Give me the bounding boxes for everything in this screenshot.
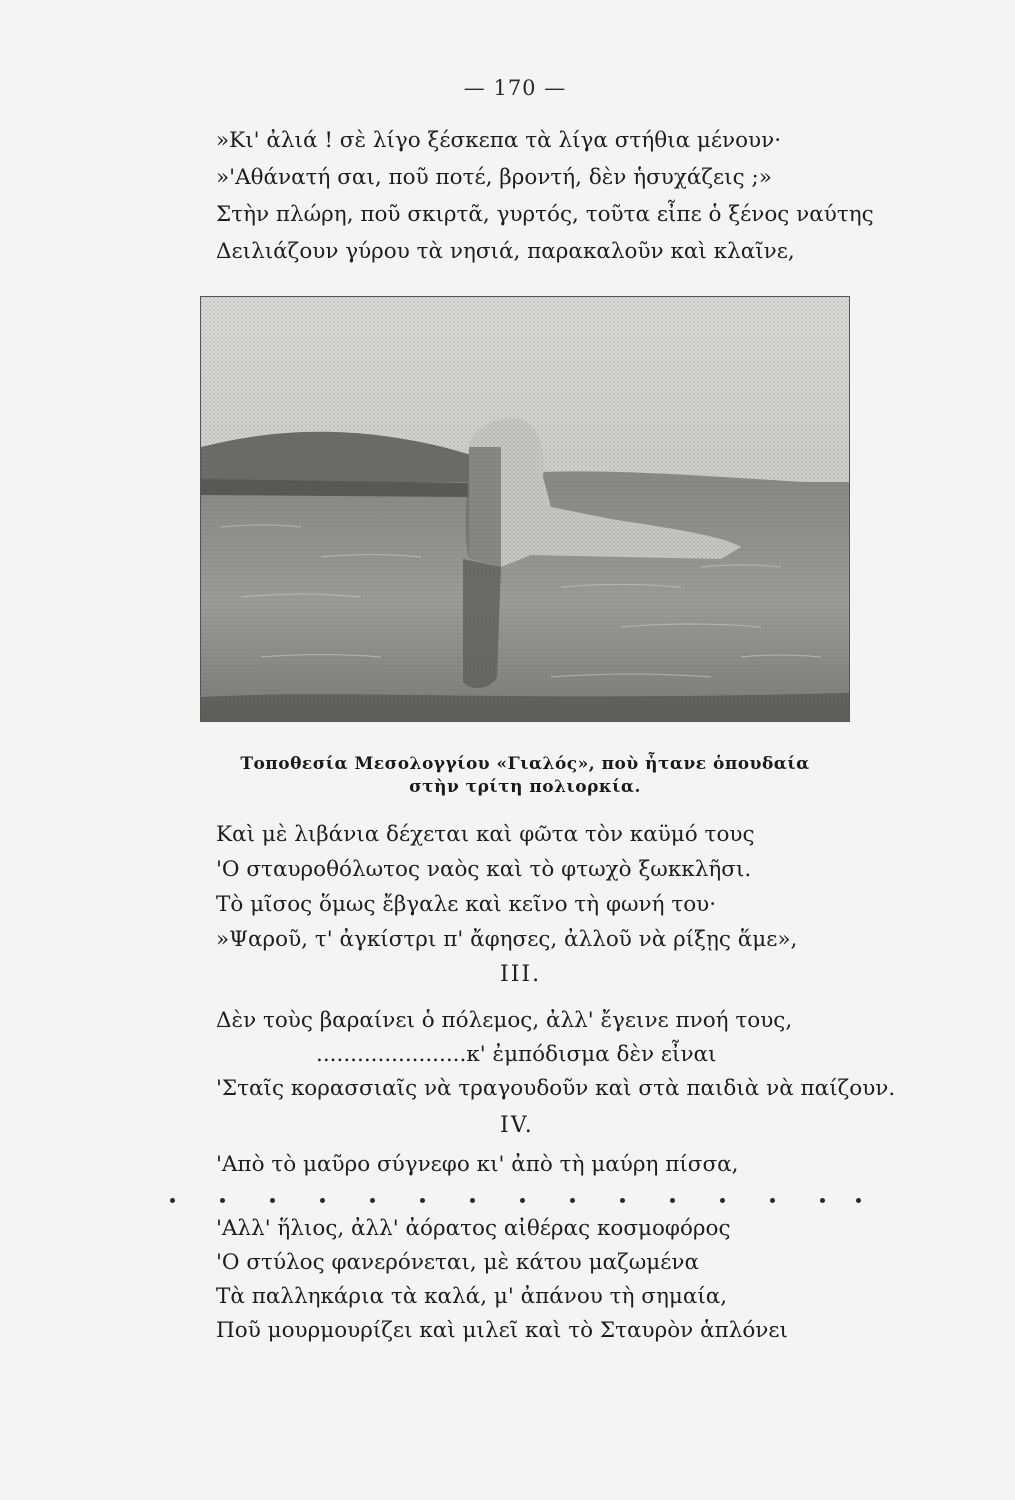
verse-line: Στὴν πλώρη, ποῦ σκιρτᾶ, γυρτός, τοῦτα εἶπε ὁ ξένος ναύτης [216, 202, 874, 227]
verse-line: Καὶ μὲ λιβάνια δέχεται καὶ φῶτα τὸν καϋμό τους [216, 822, 755, 847]
verse-line: 'Αλλ' ἥλιος, ἀλλ' ἀόρατος αἰθέρας κοσμοφόρος [216, 1216, 731, 1241]
elision-dots [158, 1188, 868, 1208]
page-number: — 170 — [463, 76, 567, 100]
verse-line: »Ψαροῦ, τ' ἀγκίστρι π' ἄφησες, ἀλλοῦ νὰ ρίξῃς ἅμε», [216, 927, 798, 952]
verse-line: Δειλιάζουν γύρου τὰ νησιά, παρακαλοῦν καὶ κλαῖνε, [216, 239, 795, 264]
verse-line: 'Απὸ τὸ μαῦρο σύγνεφο κι' ἀπὸ τὴ μαύρη πίσσα, [216, 1152, 739, 1177]
verse-line: »'Αθάνατή σαι, ποῦ ποτέ, βροντή, δὲν ἡσυχάζεις ;» [216, 165, 772, 190]
verse-line: Τὰ παλληκάρια τὰ καλά, μ' ἀπάνου τὴ σημαία, [216, 1284, 728, 1309]
verse-line-elided: ......................κ' ἐμπόδισμα δὲν εἶναι [316, 1042, 717, 1067]
verse-line: Τὸ μῖσος ὅμως ἔβγαλε καὶ κεῖνο τὴ φωνή του· [216, 892, 717, 917]
verse-line: Ποῦ μουρμουρίζει καὶ μιλεῖ καὶ τὸ Σταυρὸν ἁπλόνει [216, 1318, 788, 1343]
section-heading-iii: III. [500, 962, 542, 987]
verse-line: 'Ο στύλος φανερόνεται, μὲ κάτου μαζωμένα [216, 1250, 699, 1275]
photo-caption-line-2: στὴν τρίτη πολιορκία. [409, 777, 641, 797]
photo-caption-line-1: Τοποθεσία Μεσολογγίου «Γιαλός», ποὺ ἦτανε ὁπουδαία [240, 754, 810, 774]
section-heading-iv: IV. [500, 1113, 534, 1138]
photo-image [201, 297, 849, 721]
verse-line: »Κι' ἀλιά ! σὲ λίγο ξέσκεπα τὰ λίγα στήθια μένουν· [216, 128, 782, 153]
verse-line: Δὲν τοὺς βαραίνει ὁ πόλεμος, ἀλλ' ἔγεινε πνοή τους, [216, 1008, 793, 1033]
verse-line: 'Ο σταυροθόλωτος ναὸς καὶ τὸ φτωχὸ ξωκκλῆσι. [216, 857, 752, 882]
verse-line: 'Σταῖς κορασσιαῖς νὰ τραγουδοῦν καὶ στὰ παιδιὰ νὰ παίζουν. [216, 1076, 896, 1101]
lagoon-photograph [200, 296, 850, 722]
